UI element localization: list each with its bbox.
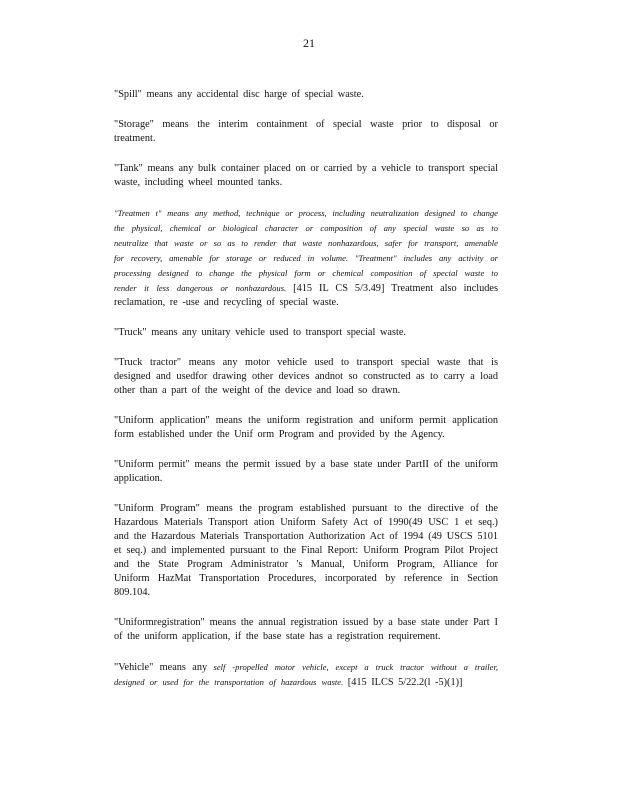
page-number: 21 [303, 36, 315, 50]
definition-text: "Uniformregistration" means the annual registration issued by a base state under Part I of the uniform application, if the base state has a registration requirement. [114, 617, 498, 642]
definition-text: "Storage" means the interim containment of special waste prior to disposal or treatment. [114, 119, 498, 144]
definition-text: "Treatmen t" means any method, technique or process, including neutralization designed to change the physical, chemical or biological character or composition of any special waste so as to neutralize that waste or so as to render that waste nonhazardous, safer for transport, amenable for recovery, amenable for storage or reduced in volume. "Treatment" includes any activity or processing designed to change the physical form or chemical composition of special waste to render it less dangerous or nonhazardous. [114, 208, 498, 293]
definition-uniform-program [114, 502, 498, 600]
definition-text: "Uniform permit" means the permit issued by a base state under PartII of the uniform application. [114, 459, 498, 484]
definition-truck [114, 326, 498, 340]
definition-text: "Tank" means any bulk container placed on or carried by a vehicle to transport special waste, including wheel mounted tanks. [114, 163, 498, 188]
definition-spill [114, 88, 498, 102]
definition-text: "Truck tractor" means any motor vehicle used to transport special waste that is designed and usedfor drawing other devices andnot so constructed as to carry a load other than a part of the weight of the device and load so drawn. [114, 357, 498, 396]
definition-uniform-permit [114, 458, 498, 486]
definition-vehicle [114, 660, 498, 690]
definitions-list [114, 88, 498, 706]
definition-tank [114, 162, 498, 190]
definition-truck-tractor [114, 356, 498, 398]
definition-text: [415 IL CS 5/3.49] Treatment also includes reclamation, re -use and recycling of special waste. [114, 283, 498, 308]
definition-treatment [114, 206, 498, 310]
definition-text: "Vehicle" means any [114, 662, 214, 673]
definition-text: "Truck" means any unitary vehicle used to transport special waste. [114, 327, 406, 338]
definition-text: [415 ILCS 5/22.2(l -5)(1)] [343, 677, 463, 688]
definition-storage [114, 118, 498, 146]
definition-text: "Spill" means any accidental disc harge of special waste. [114, 89, 364, 100]
definition-uniform-registration [114, 616, 498, 644]
definition-text: "Uniform application" means the uniform registration and uniform permit application form established under the Unif orm Program and provided by the Agency. [114, 415, 498, 440]
definition-text: "Uniform Program" means the program established pursuant to the directive of the Hazardous Materials Transport ation Uniform Safety Act of 1990(49 USC 1 et seq.) and the Hazardous Materials Transportation Authorization Act of 1994 (49 USCS 5101 et seq.) and implemented pursuant to the Final Report: Uniform Program Pilot Project and the State Program Administrator 's Manual, Uniform Program, Alliance for Uniform HazMat Transportation Procedures, incorporated by reference in Section 809.104. [114, 503, 498, 598]
definition-uniform-application [114, 414, 498, 442]
definition-text: self -propelled motor vehicle, except a truck tractor without a trailer, designed or used for the transportation of hazardous waste. [114, 662, 498, 687]
